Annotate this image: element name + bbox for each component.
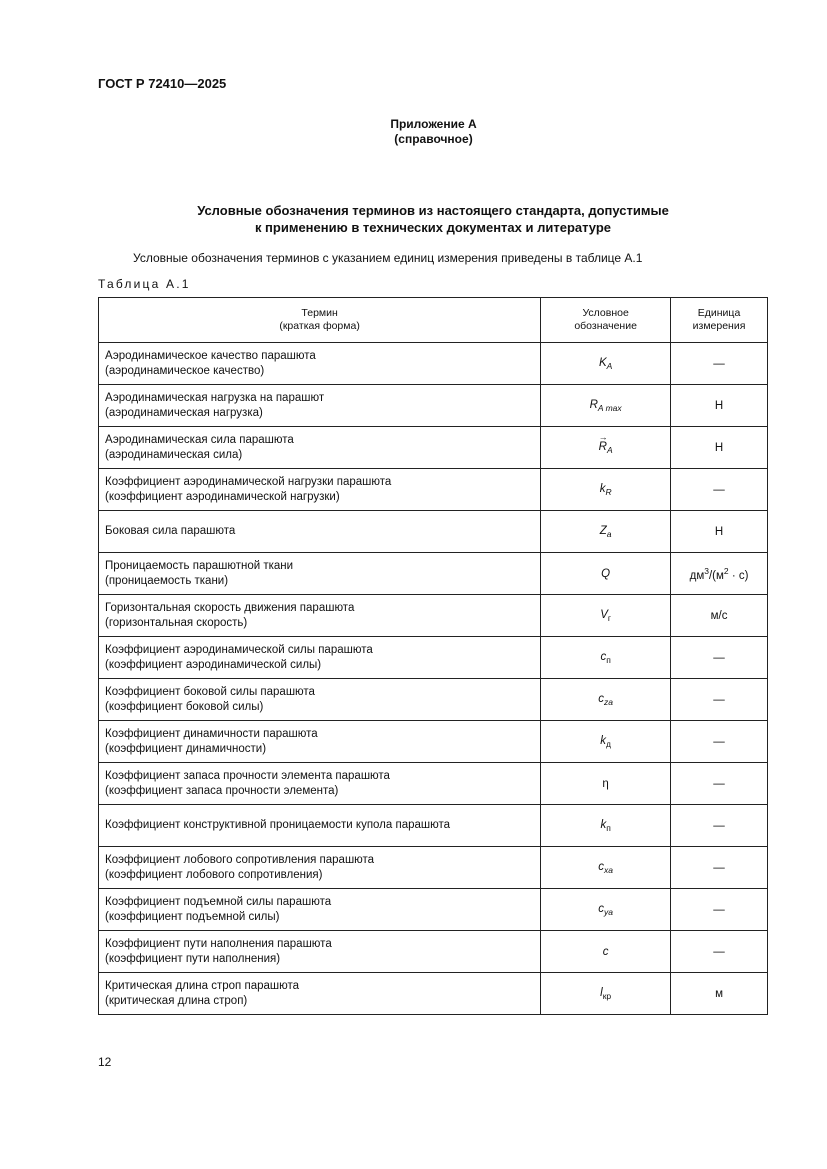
symbol-cell (541, 721, 671, 763)
unit-cell: — (671, 721, 768, 763)
table-header-row (99, 298, 768, 343)
table-caption: Таблица А.1 (98, 277, 191, 291)
table-row (99, 763, 768, 805)
symbol-subscript: г (607, 612, 612, 623)
unit-cell (671, 553, 768, 595)
symbol-cell (541, 511, 671, 553)
symbol: V (600, 608, 608, 621)
term-short: (коэффициент динамичности) (105, 742, 267, 755)
unit-cell: — (671, 931, 768, 973)
unit-header-line-1: Единица (697, 307, 741, 319)
symbol-header-line-2: обозначение (574, 320, 637, 332)
symbol-subscript: a (606, 528, 612, 539)
term-cell (99, 469, 541, 511)
unit-cell: Н (671, 385, 768, 427)
symbol: R (589, 398, 598, 411)
term-short: (коэффициент подъемной силы) (105, 910, 280, 923)
unit-cell: — (671, 343, 768, 385)
symbol: Q (601, 567, 611, 580)
term-short: (аэродинамическая нагрузка) (105, 406, 263, 419)
table-row (99, 343, 768, 385)
term-short: (коэффициент аэродинамической силы) (105, 658, 322, 671)
term-short: (коэффициент боковой силы) (105, 700, 264, 713)
term-cell (99, 595, 541, 637)
term-header (99, 298, 541, 343)
term-name: Коэффициент динамичности парашюта (105, 727, 318, 740)
symbol-cell (541, 847, 671, 889)
unit-cell: м (671, 973, 768, 1015)
term-name: Аэродинамическая нагрузка на парашют (105, 391, 325, 404)
term-name: Коэффициент боковой силы парашюта (105, 685, 315, 698)
symbol-header-line-1: Условное (582, 307, 629, 319)
symbol-cell (541, 343, 671, 385)
term-cell (99, 973, 541, 1015)
symbol-cell (541, 637, 671, 679)
table-row (99, 553, 768, 595)
symbol: k (600, 734, 607, 747)
table-row (99, 511, 768, 553)
standard-number: ГОСТ Р 72410—2025 (98, 76, 227, 91)
term-cell (99, 763, 541, 805)
table-row (99, 931, 768, 973)
term-cell (99, 721, 541, 763)
term-cell (99, 385, 541, 427)
term-name: Горизонтальная скорость движения парашюта (105, 601, 355, 614)
symbol-subscript: п (606, 822, 611, 833)
term-name: Коэффициент пути наполнения парашюта (105, 937, 332, 950)
vector-symbol: → R (599, 441, 607, 453)
annex-title: Приложение А (390, 117, 477, 131)
term-short: (коэффициент аэродинамической нагрузки) (105, 490, 340, 503)
term-short: (критическая длина строп) (105, 994, 248, 1007)
table-row (99, 469, 768, 511)
symbol: l (600, 986, 603, 999)
symbol-subscript: A (606, 360, 613, 371)
term-cell (99, 511, 541, 553)
term-name: Коэффициент конструктивной проницаемости купола парашюта (105, 819, 451, 831)
annex-subtitle: (справочное) (394, 132, 473, 146)
term-name: Критическая длина строп парашюта (105, 979, 300, 992)
unit-exponent: 2 (723, 565, 729, 576)
table-row (99, 721, 768, 763)
term-short: (коэффициент запаса прочности элемента) (105, 784, 339, 797)
table-row (99, 847, 768, 889)
symbol-cell (541, 469, 671, 511)
table-row (99, 889, 768, 931)
symbol: k (599, 482, 606, 495)
term-cell (99, 847, 541, 889)
term-short: (аэродинамическое качество) (105, 364, 265, 377)
table-row (99, 973, 768, 1015)
unit-cell: — (671, 889, 768, 931)
section-heading (98, 202, 768, 236)
unit-cell: — (671, 679, 768, 721)
unit-cell: — (671, 805, 768, 847)
heading-line-1: Условные обозначения терминов из настоящего стандарта, допустимые (197, 203, 669, 218)
unit-cell: Н (671, 427, 768, 469)
term-name: Коэффициент аэродинамической нагрузки парашюта (105, 475, 392, 488)
symbol-cell (541, 763, 671, 805)
table-row (99, 427, 768, 469)
term-name: Коэффициент подъемной силы парашюта (105, 895, 332, 908)
symbol-subscript: R (605, 486, 612, 497)
unit-cell: — (671, 763, 768, 805)
term-name: Аэродинамическое качество парашюта (105, 349, 316, 362)
table-row (99, 637, 768, 679)
term-name: Коэффициент аэродинамической силы парашюта (105, 643, 373, 656)
term-short: (коэффициент пути наполнения) (105, 952, 281, 965)
unit-cell: — (671, 847, 768, 889)
term-header-line-2: (краткая форма) (279, 320, 360, 332)
intro-paragraph: Условные обозначения терминов с указанием единиц измерения приведены в таблице А.1 (133, 251, 643, 265)
unit-part: · с) (728, 569, 749, 582)
term-name: Боковая сила парашюта (105, 525, 236, 537)
term-cell (99, 553, 541, 595)
term-cell (99, 343, 541, 385)
term-cell (99, 889, 541, 931)
heading-line-2: к применению в технических документах и литературе (254, 220, 612, 235)
symbol-cell (541, 595, 671, 637)
symbol-subscript: д (606, 738, 611, 749)
symbol-subscript: xa (604, 864, 613, 875)
term-short: (горизонтальная скорость) (105, 616, 248, 629)
term-name: Коэффициент запаса прочности элемента парашюта (105, 769, 390, 782)
symbol-cell (541, 805, 671, 847)
symbol-subscript: кр (602, 990, 612, 1001)
unit-cell: — (671, 637, 768, 679)
term-short: (проницаемость ткани) (105, 574, 229, 587)
symbol: k (600, 818, 607, 831)
unit-exponent: 3 (704, 565, 709, 576)
unit-header (671, 298, 768, 343)
unit-cell: м/с (671, 595, 768, 637)
term-name: Проницаемость парашютной ткани (105, 559, 294, 572)
symbol: c (602, 945, 609, 958)
symbol-cell (541, 679, 671, 721)
symbol: c (598, 860, 605, 873)
unit-part: /(м (708, 569, 724, 582)
term-cell (99, 931, 541, 973)
symbol-cell (541, 553, 671, 595)
symbol-subscript: ya (604, 906, 613, 917)
table-row (99, 679, 768, 721)
symbol-cell (541, 385, 671, 427)
term-cell (99, 637, 541, 679)
table-row (99, 385, 768, 427)
symbol-subscript: A (606, 444, 613, 455)
table-row (99, 805, 768, 847)
term-name: Коэффициент лобового сопротивления парашюта (105, 853, 375, 866)
term-cell (99, 805, 541, 847)
symbol: K (598, 356, 607, 369)
symbol: η (602, 777, 609, 790)
symbols-table (98, 297, 768, 1015)
term-name: Аэродинамическая сила парашюта (105, 433, 294, 446)
unit-cell: — (671, 469, 768, 511)
unit-header-line-2: измерения (692, 320, 746, 332)
symbol-cell (541, 427, 671, 469)
page-number: 12 (98, 1055, 112, 1069)
symbol-subscript: A max (597, 402, 622, 413)
symbol-cell (541, 973, 671, 1015)
term-short: (коэффициент лобового сопротивления) (105, 868, 323, 881)
unit-cell: Н (671, 511, 768, 553)
term-header-line-1: Термин (301, 307, 338, 319)
symbol-cell (541, 931, 671, 973)
symbol: c (598, 692, 605, 705)
symbol-header (541, 298, 671, 343)
term-short: (аэродинамическая сила) (105, 448, 243, 461)
symbol: Z (599, 524, 607, 537)
symbol-cell (541, 889, 671, 931)
symbol-subscript: п (606, 654, 611, 665)
term-cell (99, 427, 541, 469)
unit-part: дм (689, 569, 705, 582)
symbol-subscript: za (604, 696, 613, 707)
symbol: c (600, 650, 607, 663)
term-cell (99, 679, 541, 721)
table-row (99, 595, 768, 637)
symbol: c (598, 902, 605, 915)
